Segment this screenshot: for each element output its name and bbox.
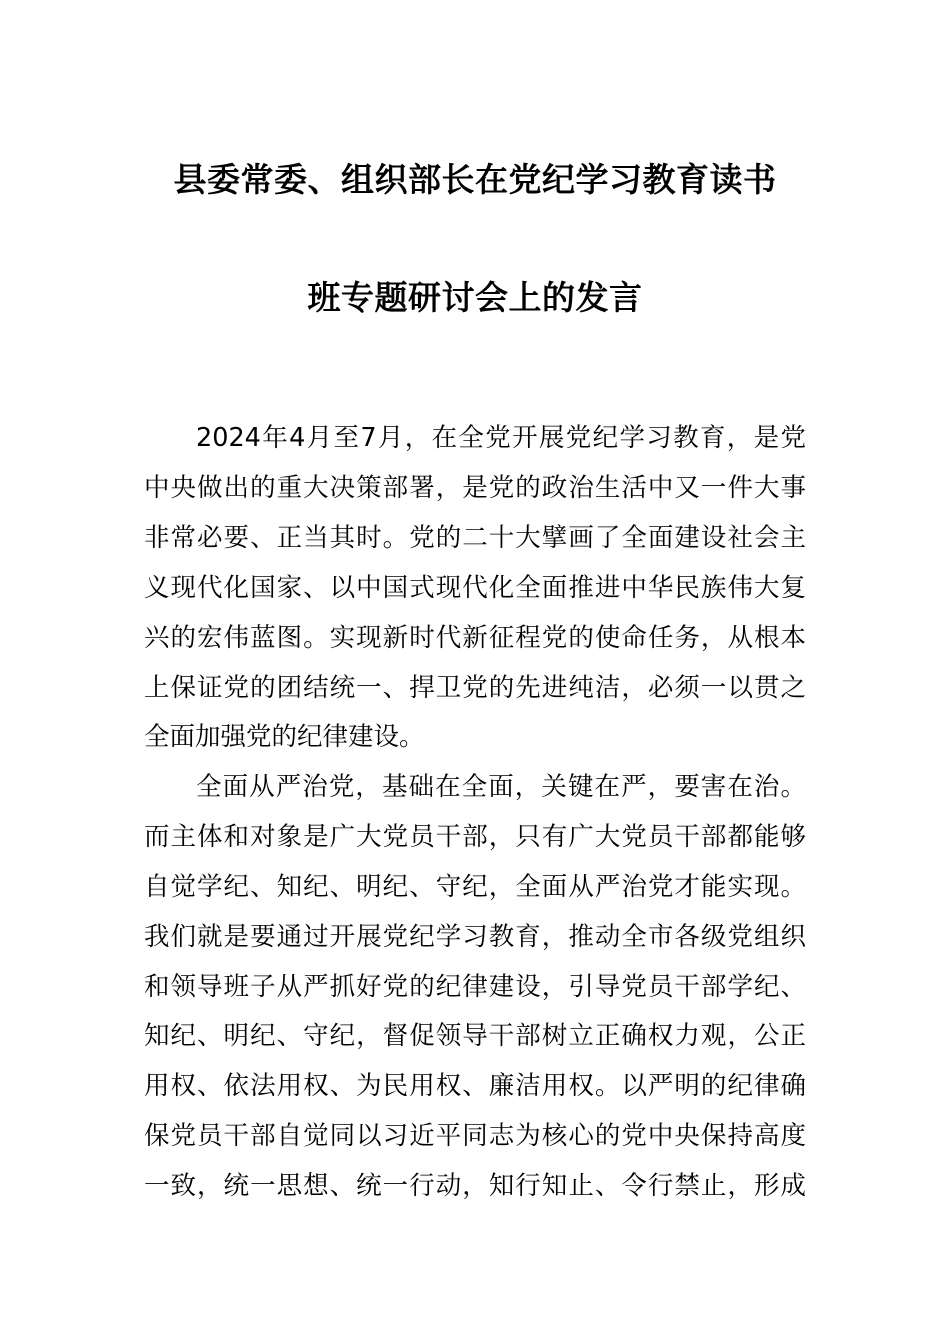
paragraph-2-line: 全面从严治党，基础在全面，关键在严，要害在治。 bbox=[196, 772, 806, 802]
paragraph-1-line: 中央做出的重大决策部署，是党的政治生活中又一件大事 bbox=[144, 473, 806, 503]
paragraph-2-line: 和领导班子从严抓好党的纪律建设，引导党员干部学纪、 bbox=[144, 972, 806, 1002]
paragraph-1-line: 兴的宏伟蓝图。实现新时代新征程党的使命任务，从根本 bbox=[144, 623, 806, 653]
paragraph-2-line: 而主体和对象是广大党员干部，只有广大党员干部都能够 bbox=[144, 822, 806, 852]
paragraph-2-line: 用权、依法用权、为民用权、廉洁用权。以严明的纪律确 bbox=[144, 1071, 806, 1101]
paragraph-2-line: 自觉学纪、知纪、明纪、守纪，全面从严治党才能实现。 bbox=[144, 872, 806, 902]
document-title-line-2: 班专题研讨会上的发言 bbox=[307, 278, 643, 317]
paragraph-1-line: 上保证党的团结统一、捍卫党的先进纯洁，必须一以贯之 bbox=[144, 673, 806, 703]
paragraph-2-line: 我们就是要通过开展党纪学习教育，推动全市各级党组织 bbox=[144, 922, 806, 952]
paragraph-1-line: 非常必要、正当其时。党的二十大擘画了全面建设社会主 bbox=[144, 523, 806, 553]
paragraph-1-line: 义现代化国家、以中国式现代化全面推进中华民族伟大复 bbox=[144, 573, 806, 603]
paragraph-1-line: 全面加强党的纪律建设。 bbox=[144, 722, 425, 752]
paragraph-2-line: 一致，统一思想、统一行动，知行知止、令行禁止，形成 bbox=[144, 1171, 806, 1201]
paragraph-2-line: 知纪、明纪、守纪，督促领导干部树立正确权力观，公正 bbox=[144, 1021, 806, 1051]
document-title-line-1: 县委常委、组织部长在党纪学习教育读书 bbox=[173, 160, 777, 199]
paragraph-1-line: 2024年4月至7月，在全党开展党纪学习教育，是党 bbox=[196, 423, 806, 453]
paragraph-2-line: 保党员干部自觉同以习近平同志为核心的党中央保持高度 bbox=[144, 1121, 806, 1151]
